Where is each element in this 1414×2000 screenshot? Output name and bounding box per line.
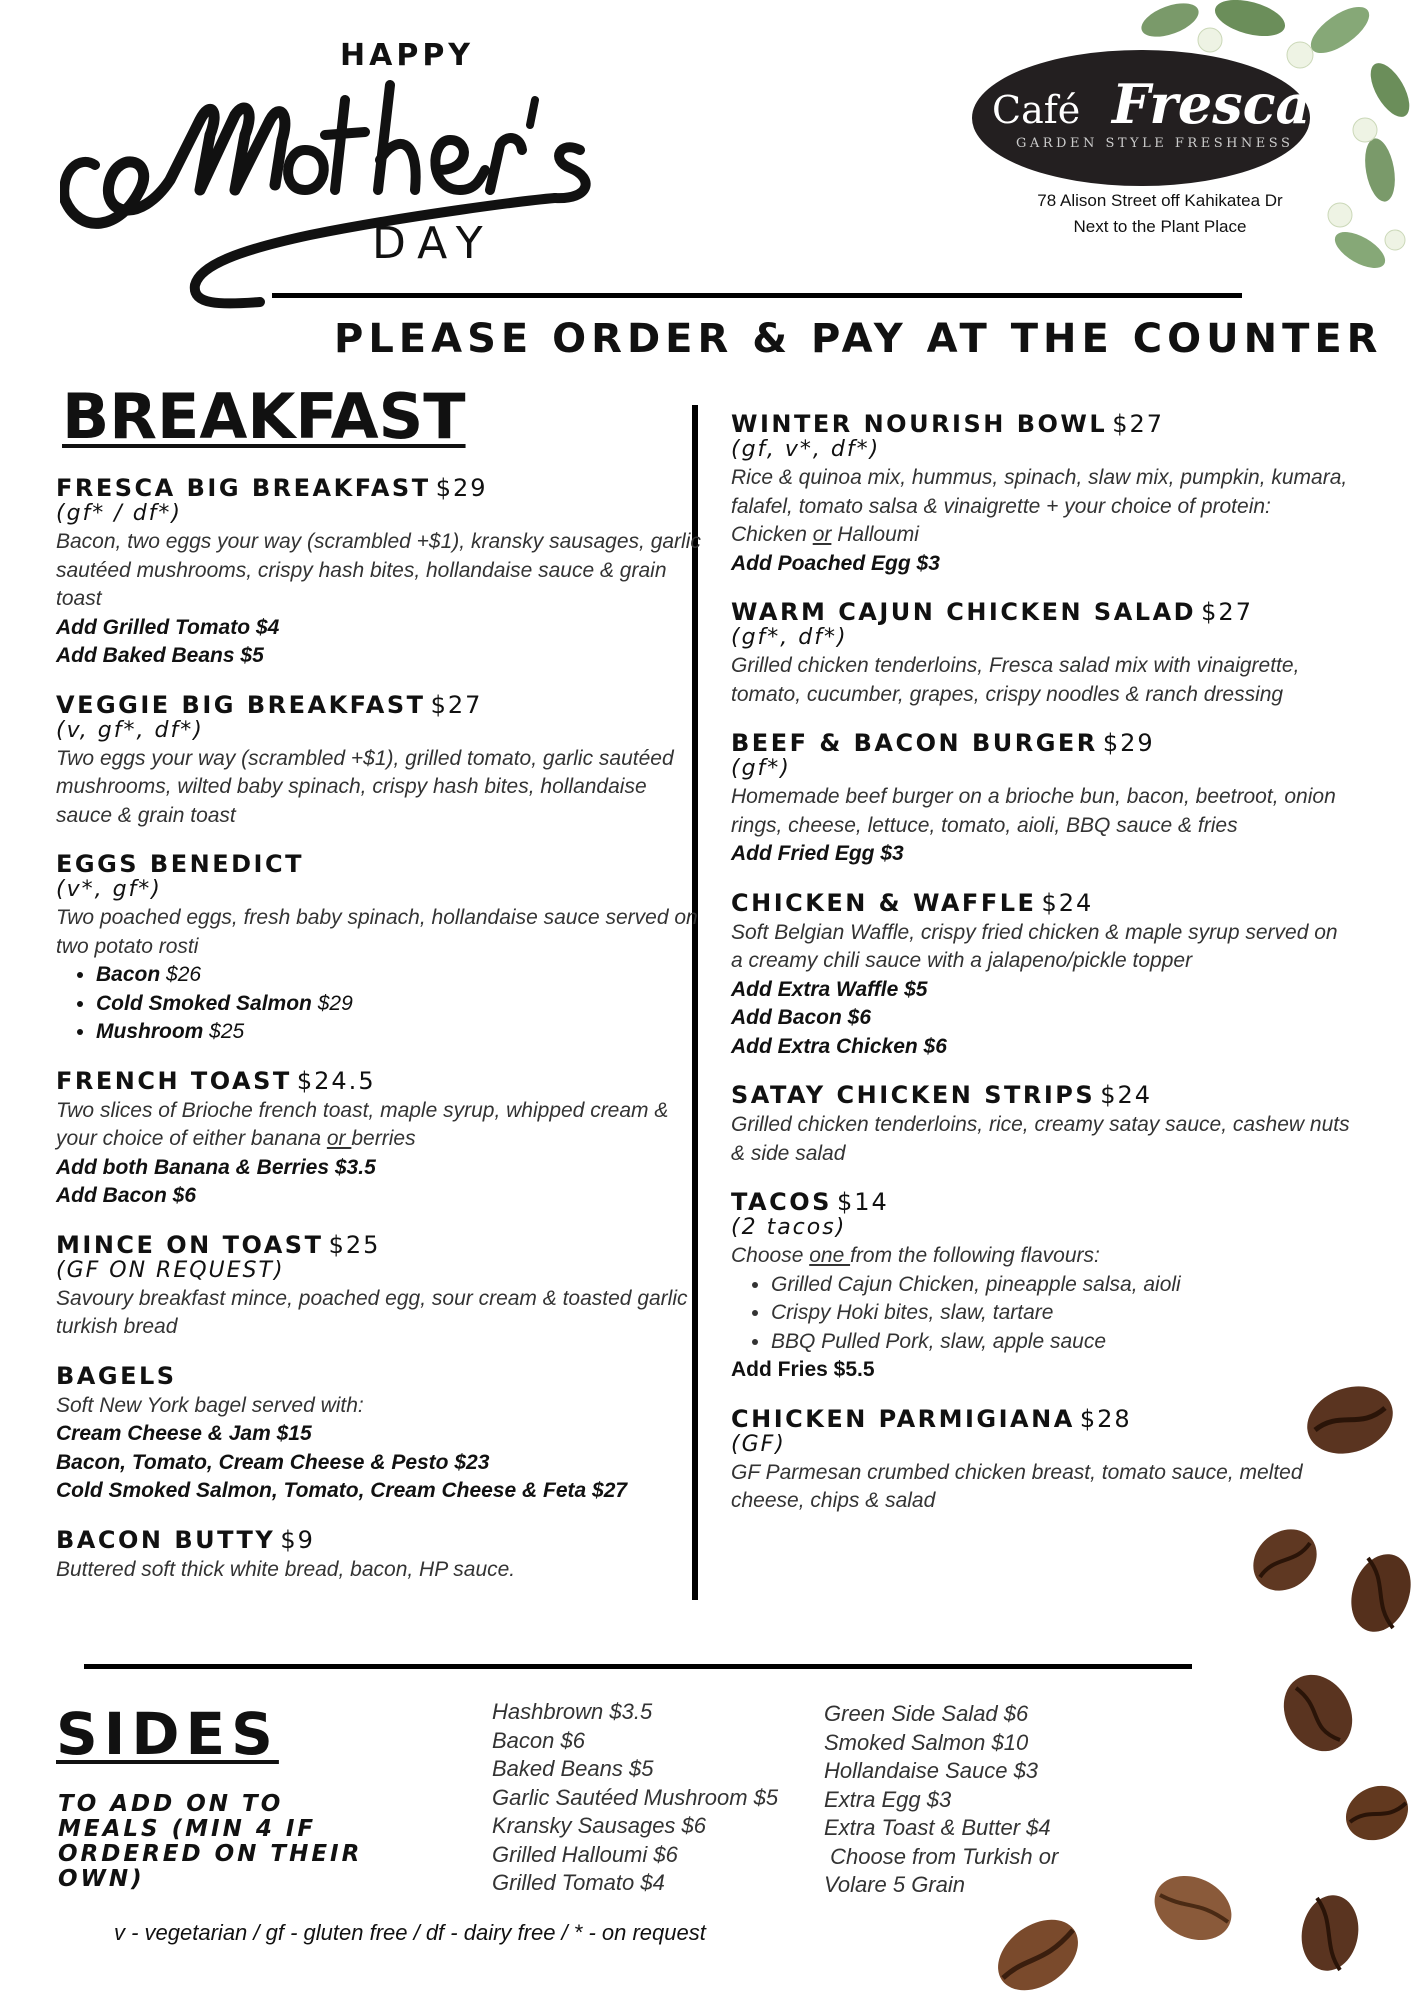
item-description: Grilled chicken tenderloins, Fresca salad mix with vinaigrette, tomato, cucumber, grapes, crispy noodles & ranch dressing: [731, 654, 1300, 706]
item-description: Buttered soft thick white bread, bacon, HP sauce.: [56, 1557, 516, 1581]
cafe-address: [1000, 188, 1320, 240]
item-name: BAGELS: [56, 1361, 177, 1390]
sides-column-2: [824, 1700, 1144, 1900]
list-item: Green Side Salad $6: [824, 1701, 1029, 1726]
menu-item-warm-cajun-chicken-salad: [731, 598, 1351, 709]
item-addon: Add Fries $5.5: [731, 1358, 875, 1381]
item-name: WINTER NOURISH BOWL: [731, 410, 1108, 438]
item-name: CHICKEN & WAFFLE: [731, 888, 1037, 917]
item-addon: Add Bacon $6: [56, 1184, 197, 1207]
list-item: Volare 5 Grain: [824, 1872, 966, 1897]
item-name: FRESCA BIG BREAKFAST: [56, 474, 431, 502]
list-item: • BBQ Pulled Pork, slaw, apple sauce: [771, 1328, 1351, 1357]
menu-item-veggie-big-breakfast: [56, 691, 706, 831]
coffee-bean-icon: [1295, 1888, 1365, 1978]
list-item: Hollandaise Sauce $3: [824, 1758, 1039, 1783]
coffee-bean-icon: [1300, 1380, 1400, 1460]
item-description: Choose one from the following flavours:: [731, 1244, 1100, 1267]
menu-item-tacos: [731, 1188, 1351, 1385]
item-name: FRENCH TOAST: [56, 1066, 292, 1095]
item-dietary-tags: (gf* / df*): [56, 501, 182, 526]
item-addon: Add Fried Egg $3: [731, 842, 904, 865]
breakfast-left-column: [56, 474, 706, 1604]
happy-text: HAPPY: [340, 38, 475, 73]
coffee-bean-icon: [988, 1910, 1088, 1992]
item-price: $29: [435, 474, 488, 502]
item-description: Two eggs your way (scrambled +$1), grilled tomato, garlic sautéed mushrooms, wilted baby spinach, crispy hash bites, hollandaise sauce & grain toast: [56, 746, 674, 827]
item-name: BEEF & BACON BURGER: [731, 729, 1098, 757]
address-line-1: 78 Alison Street off Kahikatea Dr: [1037, 191, 1283, 210]
item-description: Homemade beef burger on a brioche bun, bacon, beetroot, onion rings, cheese, lettuce, tomato, aioli, BBQ sauce & fries: [731, 785, 1336, 837]
item-dietary-tags: (v, gf*, df*): [56, 717, 204, 743]
sides-heading: SIDES: [56, 1700, 279, 1768]
item-price: $29: [1102, 729, 1155, 757]
item-addon: Add Grilled Tomato $4: [56, 615, 280, 639]
benedict-options: [96, 961, 706, 1047]
item-dietary-tags: (gf*, df*): [731, 625, 848, 650]
logo-tagline: GARDEN STYLE FRESHNESS: [1016, 136, 1294, 151]
item-name: BACON BUTTY: [56, 1525, 276, 1554]
list-item: Grilled Tomato $4: [492, 1870, 665, 1895]
item-description: Soft New York bagel served with:: [56, 1393, 364, 1417]
list-item: • Mushroom $25: [96, 1018, 706, 1047]
list-item: Grilled Halloumi $6: [492, 1841, 678, 1867]
item-addon: Add Poached Egg $3: [731, 551, 940, 575]
item-price: $24.5: [296, 1066, 376, 1095]
menu-item-bagels: [56, 1362, 706, 1506]
logo-cafe-text: Café: [992, 88, 1081, 132]
menu-item-french-toast: [56, 1067, 706, 1211]
list-item: Smoked Salmon $10: [824, 1729, 1029, 1755]
list-item: Extra Toast & Butter $4: [824, 1815, 1051, 1840]
item-name: WARM CAJUN CHICKEN SALAD: [731, 598, 1197, 626]
item-dietary-tags: (gf*): [731, 756, 791, 781]
menu-item-satay-chicken-strips: [731, 1081, 1351, 1168]
day-text: DAY: [372, 218, 495, 269]
item-description: Grilled chicken tenderloins, rice, creamy satay sauce, cashew nuts & side salad: [731, 1113, 1350, 1165]
sides-subtitle: TO ADD ON TO MEALS (MIN 4 IF ORDERED ON THEIR OWN): [58, 1791, 363, 1892]
item-name: CHICKEN PARMIGIANA: [731, 1404, 1075, 1433]
list-item: Hashbrown $3.5: [492, 1699, 653, 1724]
coffee-bean-icon: [1148, 1870, 1238, 1945]
list-item: • Grilled Cajun Chicken, pineapple salsa, aioli: [771, 1271, 1351, 1300]
coffee-bean-icon: [1245, 1525, 1325, 1595]
list-item: Garlic Sautéed Mushroom $5: [492, 1784, 779, 1810]
menu-item-mince-on-toast: [56, 1231, 706, 1342]
menu-item-chicken-parmigiana: [731, 1405, 1351, 1516]
counter-notice: PLEASE ORDER & PAY AT THE COUNTER: [334, 316, 1383, 362]
sides-divider: [84, 1664, 1192, 1669]
item-price: $28: [1079, 1404, 1132, 1433]
item-description: Two poached eggs, fresh baby spinach, hollandaise sauce served on two potato rosti: [56, 906, 698, 958]
item-dietary-tags: (v*, gf*): [56, 877, 162, 902]
address-line-2: Next to the Plant Place: [1073, 217, 1247, 236]
item-description: Soft Belgian Waffle, crispy fried chicken & maple syrup served on a creamy chili sauce with a jalapeno/pickle topper: [731, 920, 1338, 972]
item-addon: Add both Banana & Berries $3.5: [56, 1155, 376, 1179]
list-item: Extra Egg $3: [824, 1786, 952, 1812]
menu-item-beef-bacon-burger: [731, 729, 1351, 869]
taco-flavours: [771, 1271, 1351, 1357]
item-addon: Add Extra Waffle $5: [731, 977, 928, 1001]
item-dietary-tags: (GF ON REQUEST): [56, 1257, 285, 1283]
item-price: $27: [1201, 598, 1253, 626]
list-item: • Cold Smoked Salmon $29: [96, 990, 706, 1019]
coffee-bean-icon: [1340, 1778, 1414, 1848]
item-description: Two slices of Brioche french toast, maple syrup, whipped cream & your choice of either banana or berries: [56, 1098, 669, 1150]
logo-fresca-text: Fresca: [1112, 72, 1311, 136]
item-option: Bacon, Tomato, Cream Cheese & Pesto $23: [56, 1450, 490, 1474]
item-addon: Add Bacon $6: [731, 1006, 872, 1029]
item-price: $9: [280, 1525, 315, 1554]
dietary-legend: v - vegetarian / gf - gluten free / df - dairy free / * - on request: [114, 1920, 706, 1945]
item-description: Bacon, two eggs your way (scrambled +$1), kransky sausages, garlic sautéed mushrooms, crispy hash bites, hollandaise sauce & grain toast: [56, 530, 701, 610]
menu-item-eggs-benedict: [56, 850, 706, 1047]
item-option: Cold Smoked Salmon, Tomato, Cream Cheese & Feta $27: [56, 1479, 628, 1502]
item-price: $24: [1100, 1081, 1153, 1109]
breakfast-heading: BREAKFAST: [62, 380, 466, 453]
item-description: GF Parmesan crumbed chicken breast, tomato sauce, melted cheese, chips & salad: [731, 1460, 1303, 1512]
item-addon: Add Extra Chicken $6: [731, 1034, 947, 1058]
sides-column-1: [492, 1698, 812, 1898]
list-item: Choose from Turkish or: [824, 1843, 1059, 1869]
item-dietary-tags: (gf, v*, df*): [731, 437, 881, 462]
item-price: $14: [836, 1188, 889, 1216]
item-description: Savoury breakfast mince, poached egg, sour cream & toasted garlic turkish bread: [56, 1286, 688, 1338]
list-item: • Crispy Hoki bites, slaw, tartare: [771, 1299, 1351, 1328]
item-price: $27: [1112, 410, 1165, 438]
item-dietary-tags: (GF): [731, 1431, 786, 1457]
item-name: VEGGIE BIG BREAKFAST: [56, 690, 426, 719]
menu-item-winter-nourish-bowl: [731, 410, 1351, 578]
list-item: • Bacon $26: [96, 961, 706, 990]
menu-right-column: [731, 410, 1351, 1536]
menu-item-chicken-waffle: [731, 889, 1351, 1062]
coffee-bean-icon: [1348, 1548, 1414, 1638]
item-addon: Add Baked Beans $5: [56, 644, 264, 667]
item-name: MINCE ON TOAST: [56, 1230, 324, 1259]
item-price: $24: [1041, 888, 1094, 917]
item-dietary-tags: (2 tacos): [731, 1215, 847, 1240]
list-item: Kransky Sausages $6: [492, 1813, 707, 1838]
item-name: EGGS BENEDICT: [56, 850, 304, 878]
list-item: Baked Beans $5: [492, 1756, 654, 1781]
menu-item-fresca-big-breakfast: [56, 474, 706, 671]
item-option: Cream Cheese & Jam $15: [56, 1422, 312, 1445]
menu-item-bacon-butty: [56, 1526, 706, 1585]
item-price: $25: [328, 1230, 381, 1259]
item-name: SATAY CHICKEN STRIPS: [731, 1081, 1096, 1109]
item-price: $27: [430, 690, 483, 719]
item-name: TACOS: [731, 1188, 832, 1216]
coffee-bean-icon: [1278, 1668, 1358, 1758]
list-item: Bacon $6: [492, 1727, 585, 1753]
header-divider: [272, 293, 1242, 298]
item-description: Rice & quinoa mix, hummus, spinach, slaw mix, pumpkin, kumara, falafel, tomato salsa & vinaigrette + your choice of protein: Chicken or Halloumi: [731, 466, 1348, 546]
